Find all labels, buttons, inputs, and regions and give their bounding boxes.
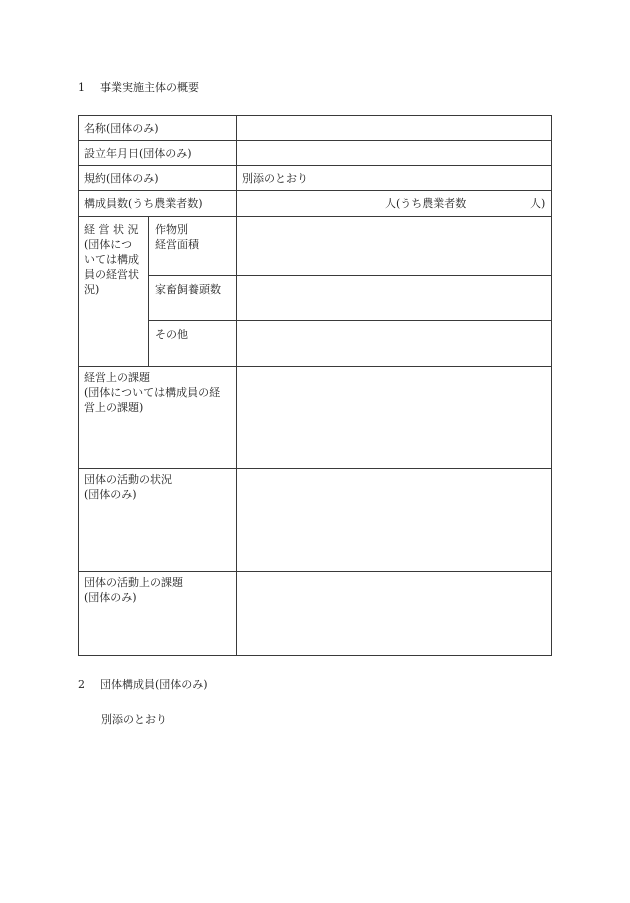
members-unit-close: 人) bbox=[530, 197, 546, 210]
row-divider bbox=[78, 571, 552, 572]
members-unit-people: 人(うち農業者数 bbox=[385, 197, 467, 210]
issues-label: 経営上の課題 (団体については構成員の経 営上の課題) bbox=[84, 371, 221, 414]
table-border-right bbox=[551, 115, 552, 656]
section-2-heading bbox=[78, 678, 208, 692]
crop-area-label: 作物別 経営面積 bbox=[155, 223, 199, 251]
row-divider bbox=[78, 165, 552, 166]
label-column-divider bbox=[236, 115, 237, 656]
table-border-left bbox=[78, 115, 79, 656]
table-border-top bbox=[78, 115, 552, 116]
sub-row-divider bbox=[148, 320, 552, 321]
section-1-number: 1 bbox=[78, 81, 85, 94]
table-border-bottom bbox=[78, 655, 552, 656]
overview-form-table bbox=[78, 115, 552, 656]
row-divider bbox=[78, 216, 552, 217]
section-1-heading bbox=[78, 81, 199, 95]
rules-label: 規約(団体のみ) bbox=[84, 172, 159, 185]
established-label: 設立年月日(団体のみ) bbox=[84, 147, 192, 160]
management-label: 経 営 状 況 (団体につ いては構成 員の経営状 況) bbox=[84, 223, 139, 296]
row-divider bbox=[78, 190, 552, 191]
activities-label: 団体の活動の状況 (団体のみ) bbox=[84, 473, 172, 501]
row-divider bbox=[78, 140, 552, 141]
row-divider bbox=[78, 366, 552, 367]
row-divider bbox=[78, 468, 552, 469]
sub-label-column-divider bbox=[148, 216, 149, 366]
section-1-title: 事業実施主体の概要 bbox=[100, 81, 199, 94]
section-2-title: 団体構成員(団体のみ) bbox=[100, 678, 208, 691]
section-2-number: 2 bbox=[78, 678, 85, 691]
section-2-body: 別添のとおり bbox=[101, 713, 167, 726]
other-label: その他 bbox=[155, 328, 188, 341]
name-label: 名称(団体のみ) bbox=[84, 122, 159, 135]
activity-issues-label: 団体の活動上の課題 (団体のみ) bbox=[84, 576, 183, 604]
members-label: 構成員数(うち農業者数) bbox=[84, 197, 203, 210]
sub-row-divider bbox=[148, 275, 552, 276]
rules-value: 別添のとおり bbox=[242, 172, 308, 185]
livestock-label: 家畜飼養頭数 bbox=[155, 283, 221, 296]
